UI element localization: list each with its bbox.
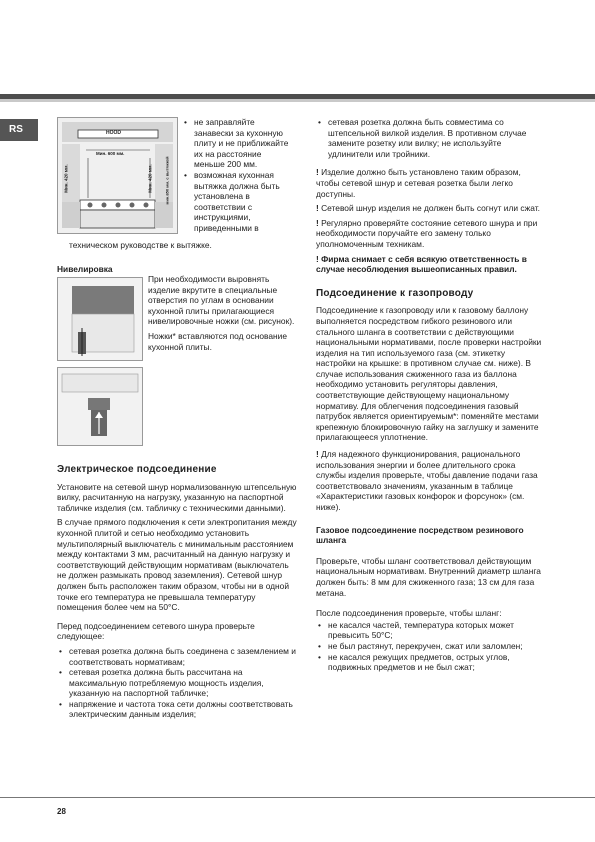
rubber-bullet: • не был растянут, перекручен, сжат или заломлен; [316,641,546,652]
min-650-label: мин.650 мм. с вытяжкой [164,156,170,205]
warning-icon: ! [316,217,319,228]
min-420-right-label: Мин. 420 мм. [147,164,153,193]
min-600-label: Мин. 600 мм. [96,151,125,156]
electric-title: Электрическое подсоединение [57,464,217,475]
note: ! Регулярно проверяйте состояние сетевого шнура и при необходимости поручайте его замену только уполномоченным техникам. [316,217,538,249]
electric-para: В случае прямого подключения к сети электропитания между кухонной плитой и сетью необходимо установить мультиполярный выключатель с минимальным расстоянием между контактами 3 мм, расчитанный на данную нагрузку и соответствующий действующим нормативам (выключатель не должен размыкать провод заземления). Сетевой шнур должен быть расположен таким образом, чтобы ни в одной точке его температура не превышала температуру помещения более чем на 50°С. [57,517,297,613]
footer-rule [0,797,595,798]
electric-section [57,465,297,720]
hood-bullet: • не заправляйте занавески за кухонную плиту и не приближайте их на расстояние меньше 200 мм. [182,117,294,170]
language-tab: RS [0,119,38,141]
note: ! Сетевой шнур изделия не должен быть согнут или сжат. [316,203,540,214]
gas-title: Подсоединение к газопроводу [316,287,474,299]
rubber-check: После подсоединения проверьте, чтобы шланг: [316,608,502,619]
rubber-bullet: • не касался режущих предметов, острых углов, подвижных предметов и не был сжат; [316,652,546,673]
warning-icon: ! [316,167,319,178]
header-bar-shadow [0,99,595,102]
rubber-bullet: • не касался частей, температура которых может превысить 50°С; [316,620,546,641]
electric-bullet: • напряжение и частота тока сети должны соответствовать электрическим данным изделия; [57,699,297,720]
electric-bullet: • сетевая розетка должна быть соединена с заземлением и соответствовать нормативам; [57,646,297,667]
rubber-hose-title: Газовое подсоединение посредством резинового шланга [316,524,524,546]
min-420-left-label: Мин. 420 мм. [63,164,69,193]
socket-bullet: • сетевая розетка должна быть совместима со штепсельной вилкой изделия. В противном случае замените розетку или вилку; не используйте удлинители или тройники. [316,117,546,159]
warning-icon: ! [316,203,319,214]
electric-para: Установите на сетевой шнур нормализованную штепсельную вилку, расчитанную на нагрузку, указанную на паспортной табличке изделия (см. табличку с техническими данными). [57,481,297,513]
hood-label: HOOD [106,130,121,136]
leveling-title: Нивелировка [57,264,113,274]
electric-bullet: • сетевая розетка должна быть рассчитана на максимальную потребляемую мощность изделия, указанную на паспортной табличке; [57,667,297,699]
leveling-text: При необходимости выровнять изделие вкрутите в специальные отверстия по углам в основании кухонной плиты прилагающиеся нивелировочные ножки (см. рисунок). Ножки* вставляются под основание кухонной плиты. [148,274,295,352]
hood-bullet: • возможная кухонная вытяжка должна быть установлена в соответствии с инструкциями, приведенными в [182,170,294,234]
note: ! Для надежного функционирования, рационального использования энергии и более длительного срока службы изделия проверьте, чтобы давление подачи газа соответствовало значениям, указанным в таблице «Характеристики газовых конфорок и форсунок» (см. ниже). [316,449,538,512]
warning-icon: ! [316,253,319,264]
page-number: 28 [57,807,66,816]
leveling-figure-1 [57,277,143,361]
rubber-para: Проверьте, чтобы шланг соответствовал действующим национальным нормативам. Внутренний диаметр шланга должен быть: 8 мм для сжиженного газа; 13 см для газа метана. [316,555,541,598]
electric-para: Перед подсоединением сетевого шнура проверьте следующее: [57,620,255,642]
gas-para: Подсоединение к газопроводу или к газовому баллону выполняется посредством гибкого резинового или стального шланга в соответствии с действующими национальными нормативами, после проверки настройки изделия на тип используемого газа (см. этикетку настройки на крышке: в противном случае см. ниже). В случае использования сжиженного газа из баллона необходимо установить регуляторы давления, соответствующие действующему национальному нормативу. Для облегчения подсоединения газовый патрубок является ориентируемым*: поменяйте местами крепежную блокировочную гайку на заглушку и замените прилагающееся уплотнение. [316,305,542,443]
leveling-foot-drawing [58,278,142,360]
leveling-screw-drawing [58,368,142,445]
hood-note-continuation: техническом руководстве к вытяжке. [69,240,212,250]
right-column [316,117,546,673]
note: ! Фирма снимает с себя всякую ответственность в случае несоблюдения вышеописанных правил. [316,253,527,275]
note: ! Изделие должно быть установлено таким образом, чтобы сетевой шнур и сетевая розетка были легко доступны. [316,167,521,199]
hood-notes [182,117,294,234]
warning-icon: ! [316,449,319,460]
installation-figure [57,117,178,234]
leveling-figure-2 [57,367,143,446]
